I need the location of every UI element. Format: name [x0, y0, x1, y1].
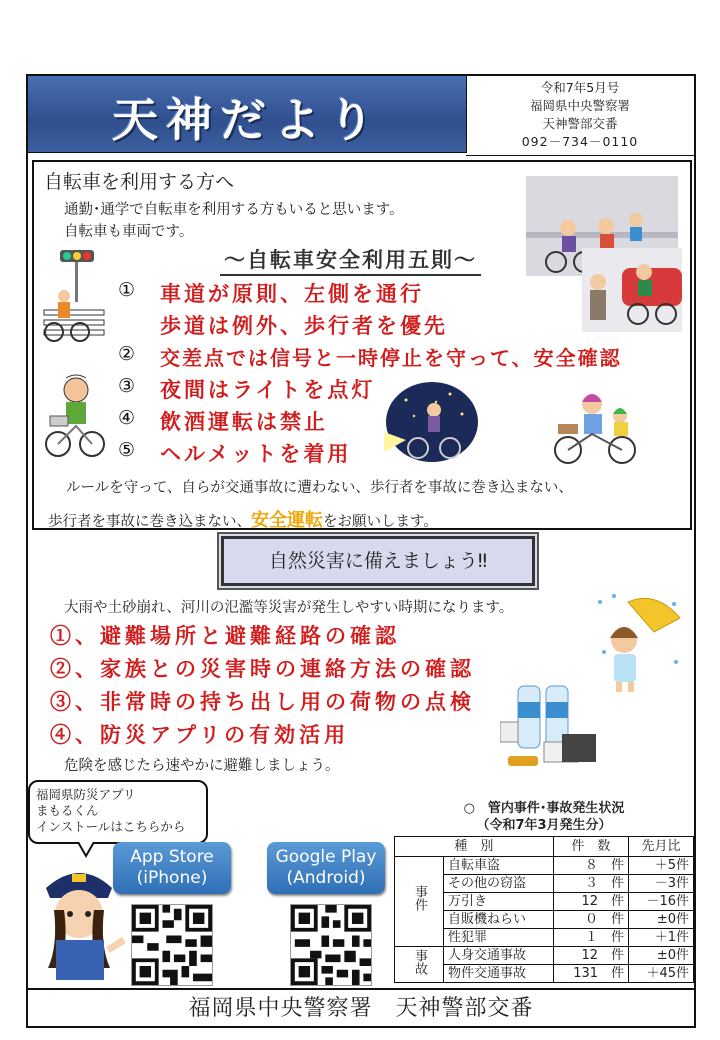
disaster-title: 自然災害に備えましょう‼	[221, 536, 535, 586]
row-type: 性犯罪	[444, 929, 554, 947]
row-diff: －3件	[629, 875, 694, 893]
row-type: 自転車盗	[444, 857, 554, 875]
rule-5-line: ヘルメットを着用	[160, 441, 352, 466]
group-incident	[395, 857, 444, 947]
group-incident-label: 事件	[412, 885, 427, 911]
ios-qr-code[interactable]	[131, 904, 213, 986]
rule-4-number: ④	[118, 407, 136, 429]
app-store-label: App Store	[130, 847, 214, 867]
table-row	[395, 857, 694, 875]
google-play-button[interactable]	[267, 842, 385, 894]
row-count: 131 件	[553, 965, 628, 983]
rule-2-line: 交差点では信号と一時停止を守って、安全確認	[160, 346, 622, 370]
table-header-row	[395, 837, 694, 857]
drunk-cyclist-illustration	[44, 374, 108, 464]
emergency-supplies-illustration	[500, 682, 600, 778]
group-accident	[395, 947, 444, 983]
row-type: 自販機ねらい	[444, 911, 554, 929]
row-diff: ＋45件	[629, 965, 694, 983]
bicycle-heading: 自転車を利用する方へ	[44, 171, 235, 193]
bicycle-slogan: ～自転車安全利用五則～	[220, 244, 481, 276]
koban-name: 天神警部交番	[542, 116, 618, 131]
bubble-tail	[76, 842, 96, 858]
bubble-mascot-name: まもるくん	[36, 803, 99, 818]
bicycle-intro-2: 自転車も車両です。	[64, 224, 194, 240]
row-type: 人身交通事故	[444, 947, 554, 965]
girl-with-umbrella-illustration	[594, 592, 682, 696]
row-count: ３ 件	[553, 875, 628, 893]
app-store-button[interactable]	[113, 842, 231, 894]
google-play-platform: (Android)	[286, 868, 366, 888]
phone-number: 092－734－0110	[521, 134, 639, 149]
header-diff: 先月比	[629, 837, 694, 857]
bubble-app-name: 福岡県防災アプリ	[36, 787, 136, 802]
row-diff: ＋1件	[629, 929, 694, 947]
pedestrians-and-car-illustration	[582, 248, 682, 332]
disaster-item-3: ③、非常時の持ち出し用の荷物の点検	[50, 689, 475, 714]
group-accident-label: 事故	[412, 949, 427, 975]
issue-date: 令和7年5月号	[540, 80, 620, 95]
row-type: 万引き	[444, 893, 554, 911]
row-diff: ±0件	[629, 947, 694, 965]
android-qr-code[interactable]	[290, 904, 372, 986]
rule-1-number: ①	[118, 279, 136, 301]
disaster-intro: 大雨や土砂崩れ、河川の氾濫等災害が発生しやすい時期になります。	[64, 600, 514, 616]
rule-1-line-2: 歩道は例外、歩行者を優先	[160, 313, 448, 338]
disaster-item-4: ④、防災アプリの有効活用	[50, 722, 350, 747]
row-diff: ±0件	[629, 911, 694, 929]
row-count: 12 件	[553, 893, 628, 911]
newsletter-title: 天神だより	[112, 93, 382, 147]
station-name: 福岡県中央警察署	[529, 98, 630, 113]
disaster-item-2: ②、家族との災害時の連絡方法の確認	[50, 656, 475, 681]
night-light-cyclist-illustration	[384, 380, 480, 464]
safe-driving-highlight: 安全運転	[251, 510, 323, 531]
header-type: 種 別	[395, 837, 554, 857]
bicycle-intro-1: 通勤･通学で自転車を利用する方もいると思います。	[64, 202, 404, 218]
row-count: 12 件	[553, 947, 628, 965]
row-type: 物件交通事故	[444, 965, 554, 983]
rule-5-number: ⑤	[118, 439, 136, 461]
traffic-light-crossing-illustration	[40, 248, 112, 344]
app-store-platform: (iPhone)	[136, 868, 208, 888]
bicycle-closing-2	[48, 506, 438, 532]
row-diff: ＋5件	[629, 857, 694, 875]
closing-2-suffix: をお願いします。	[323, 514, 438, 530]
stats-subtitle: （令和7年3月発生分）	[476, 818, 612, 833]
row-count: ０ 件	[553, 911, 628, 929]
incident-stats-table	[394, 836, 694, 983]
bubble-install-text: インストールはこちらから	[36, 819, 186, 834]
rule-2-number: ②	[118, 343, 136, 365]
row-type: その他の窃盗	[444, 875, 554, 893]
helmet-cyclist-with-child-illustration	[548, 384, 644, 468]
row-count: ８ 件	[553, 857, 628, 875]
disaster-closing: 危険を感じたら速やかに避難しましょう。	[64, 758, 340, 774]
disaster-item-1: ①、避難場所と避難経路の確認	[50, 623, 400, 648]
stats-heading	[394, 800, 694, 834]
rule-3-line: 夜間はライトを点灯	[160, 377, 376, 402]
footer-station: 福岡県中央警察署 天神警部交番	[28, 988, 694, 1028]
row-count: １ 件	[553, 929, 628, 947]
table-row	[395, 947, 694, 965]
google-play-label: Google Play	[275, 847, 377, 867]
closing-2-text: 歩行者を事故に巻き込まない、	[48, 514, 251, 530]
rule-3-number: ③	[118, 375, 136, 397]
bicycle-closing-1: ルールを守って、自らが交通事故に遭わない、歩行者を事故に巻き込まない、	[66, 480, 573, 496]
app-info-bubble	[28, 780, 208, 844]
row-diff: －16件	[629, 893, 694, 911]
header-count: 件 数	[553, 837, 628, 857]
rule-4-line: 飲酒運転は禁止	[160, 409, 328, 434]
issue-info	[466, 76, 694, 156]
stats-title: ○ 管内事件･事故発生状況	[463, 801, 625, 816]
rule-1-line-1: 車道が原則、左側を通行	[160, 281, 424, 306]
